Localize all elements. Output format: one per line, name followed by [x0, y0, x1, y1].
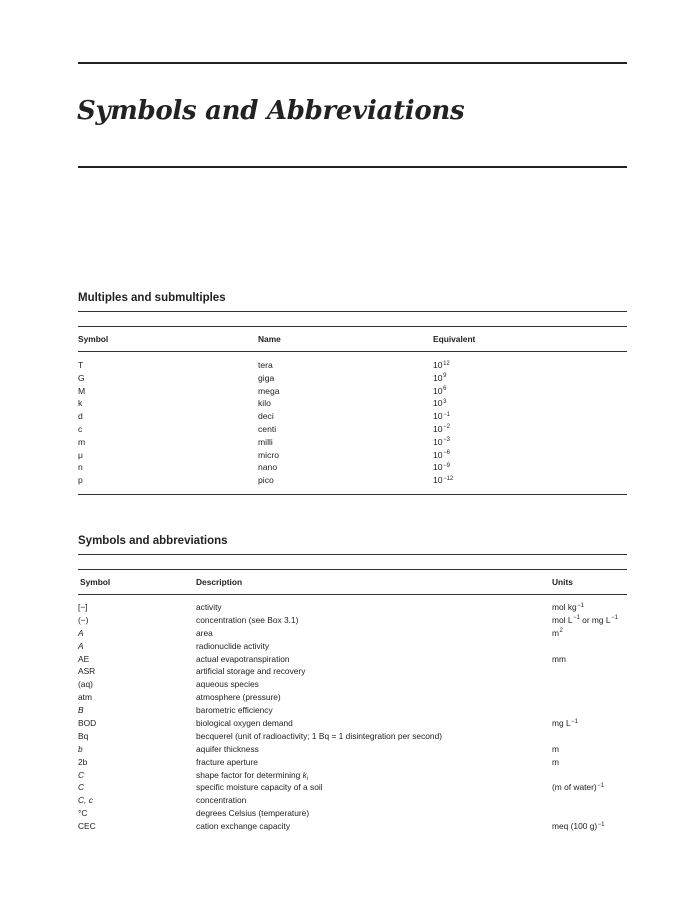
multiple-equivalent: $10^{-12}$: [433, 475, 454, 486]
multiples-header-rule: [78, 351, 627, 352]
multiple-equivalent: $10^{12}$: [433, 360, 450, 370]
abbr-units: (m of water)$^{-1}$: [552, 782, 605, 793]
table-row: [0, 820, 691, 833]
table-row: [0, 781, 691, 794]
table-row: [0, 423, 691, 436]
abbr-description: degrees Celsius (temperature): [196, 808, 310, 819]
abbr-description: fracture aperture: [196, 756, 258, 767]
abbr-symbol: C: [78, 769, 85, 780]
abbr-symbol: C: [78, 782, 85, 793]
abbr-symbol: ASR: [78, 666, 96, 677]
abbr-description: cation exchange capacity: [196, 821, 291, 832]
abbreviations-table-body: [0, 601, 691, 833]
multiple-symbol: d: [78, 411, 83, 422]
abbr-symbol: CEC: [78, 821, 96, 832]
abbr-symbol: [−]: [78, 602, 88, 612]
table-row: [0, 627, 691, 640]
multiple-equivalent: $10^6$: [433, 385, 447, 396]
abbr-symbol: °C: [78, 808, 88, 819]
abbr-symbol: (aq): [78, 679, 93, 690]
abbr-description: concentration (see Box 3.1): [196, 614, 299, 625]
abbr-description: radionuclide activity: [196, 640, 270, 651]
abbr-units: m: [552, 743, 559, 754]
table-row: [0, 678, 691, 691]
multiple-equivalent: $10^{-6}$: [433, 449, 450, 460]
table-row: [0, 359, 691, 372]
multiple-equivalent: $10^3$: [433, 398, 447, 409]
multiple-symbol: μ: [78, 449, 83, 460]
table-row: [0, 756, 691, 769]
abbr-units: m: [552, 756, 559, 767]
top-rule: [78, 62, 627, 64]
multiple-name: mega: [258, 385, 280, 396]
multiple-equivalent: $10^{-9}$: [433, 462, 450, 473]
title-bottom-rule: [78, 166, 627, 168]
multiple-equivalent: $10^9$: [433, 372, 447, 383]
table-row: [0, 794, 691, 807]
abbr-description: artificial storage and recovery: [196, 666, 306, 677]
abbr-symbol: (−): [78, 614, 89, 625]
abbr-units: mol $kg^{-1}$: [552, 602, 585, 612]
abbr-symbol: A: [78, 627, 84, 638]
abbr-description: atmosphere (pressure): [196, 692, 281, 703]
table-row: [0, 653, 691, 666]
table-row: [0, 691, 691, 704]
multiple-symbol: n: [78, 462, 83, 473]
multiples-table-top-rule: [78, 326, 627, 327]
abbr-symbol: Bq: [78, 730, 89, 741]
table-row: [0, 461, 691, 474]
abbr-description: biological oxygen demand: [196, 718, 293, 729]
multiples-table-body: [0, 359, 691, 487]
abbr-symbol: C, c: [78, 795, 93, 806]
abbr-units: mm: [552, 653, 566, 664]
abbr-description: actual evapotranspiration: [196, 653, 290, 664]
abbr-symbol: 2b: [78, 756, 88, 767]
abbreviations-header-units: Units: [552, 577, 573, 587]
table-row: [0, 410, 691, 423]
table-row: [0, 665, 691, 678]
abbr-description: activity: [196, 602, 222, 612]
multiple-symbol: k: [78, 398, 83, 409]
abbr-description: aquifer thickness: [196, 743, 259, 754]
multiple-name: kilo: [258, 398, 271, 409]
table-row: [0, 807, 691, 820]
abbreviations-table-top-rule: [78, 569, 627, 570]
abbr-symbol: B: [78, 705, 84, 716]
multiples-section-rule: [78, 311, 627, 312]
abbreviations-section-title: Symbols and abbreviations: [78, 535, 228, 547]
table-row: [0, 769, 691, 782]
abbr-symbol: atm: [78, 692, 92, 703]
multiple-name: micro: [258, 449, 280, 460]
page-title: Symbols and Abbreviations: [77, 96, 465, 126]
abbr-symbol: A: [78, 640, 84, 651]
abbr-description: shape factor for determining $k_i$: [196, 769, 309, 782]
multiple-name: pico: [258, 475, 274, 486]
multiple-symbol: M: [78, 385, 86, 396]
abbreviations-header-rule: [78, 594, 627, 595]
multiple-name: nano: [258, 462, 278, 473]
multiple-symbol: T: [78, 360, 84, 370]
table-row: [0, 449, 691, 462]
multiple-symbol: m: [78, 436, 86, 447]
abbr-units: $m^2$: [552, 627, 563, 638]
multiple-name: tera: [258, 360, 273, 370]
abbr-description: concentration: [196, 795, 247, 806]
multiple-symbol: G: [78, 372, 85, 383]
multiple-name: centi: [258, 423, 277, 434]
table-row: [0, 717, 691, 730]
multiple-equivalent: $10^{-3}$: [433, 436, 450, 447]
abbr-description: specific moisture capacity of a soil: [196, 782, 323, 793]
multiple-name: giga: [258, 372, 275, 383]
multiples-section-title: Multiples and submultiples: [78, 292, 226, 304]
table-row: [0, 474, 691, 487]
abbr-symbol: b: [78, 743, 83, 754]
abbr-symbol: AE: [78, 653, 90, 664]
abbr-description: area: [196, 627, 213, 638]
abbr-description: becquerel (unit of radioactivity; 1 Bq = 1 disintegration per second): [196, 730, 443, 741]
multiple-symbol: c: [78, 423, 83, 434]
table-row: [0, 743, 691, 756]
multiples-header-name: Name: [258, 334, 281, 344]
multiple-equivalent: $10^{-1}$: [433, 411, 450, 422]
abbr-symbol: BOD: [78, 718, 97, 729]
abbreviations-header-symbol: Symbol: [80, 577, 111, 587]
table-row: [0, 385, 691, 398]
table-row: [0, 614, 691, 627]
multiple-name: milli: [258, 436, 273, 447]
abbreviations-header-description: Description: [196, 577, 243, 587]
table-row: [0, 640, 691, 653]
multiples-header-equivalent: Equivalent: [433, 334, 476, 344]
table-row: [0, 397, 691, 410]
abbr-description: barometric efficiency: [196, 705, 273, 716]
abbreviations-section-rule: [78, 554, 627, 555]
abbr-units: meq (100 g)$^{-1}$: [552, 821, 605, 832]
table-row: [0, 436, 691, 449]
abbr-units: mol $L^{-1}$ or mg $L^{-1}$: [552, 614, 618, 625]
abbr-units: mg $L^{-1}$: [552, 718, 578, 729]
multiple-symbol: p: [78, 475, 83, 486]
table-row: [0, 704, 691, 717]
multiple-equivalent: $10^{-2}$: [433, 423, 450, 434]
multiple-name: deci: [258, 411, 274, 422]
multiples-header-symbol: Symbol: [78, 334, 109, 344]
table-row: [0, 601, 691, 614]
table-row: [0, 372, 691, 385]
table-row: [0, 730, 691, 743]
multiples-table-bottom-rule: [78, 494, 627, 495]
abbr-description: aqueous species: [196, 679, 259, 690]
